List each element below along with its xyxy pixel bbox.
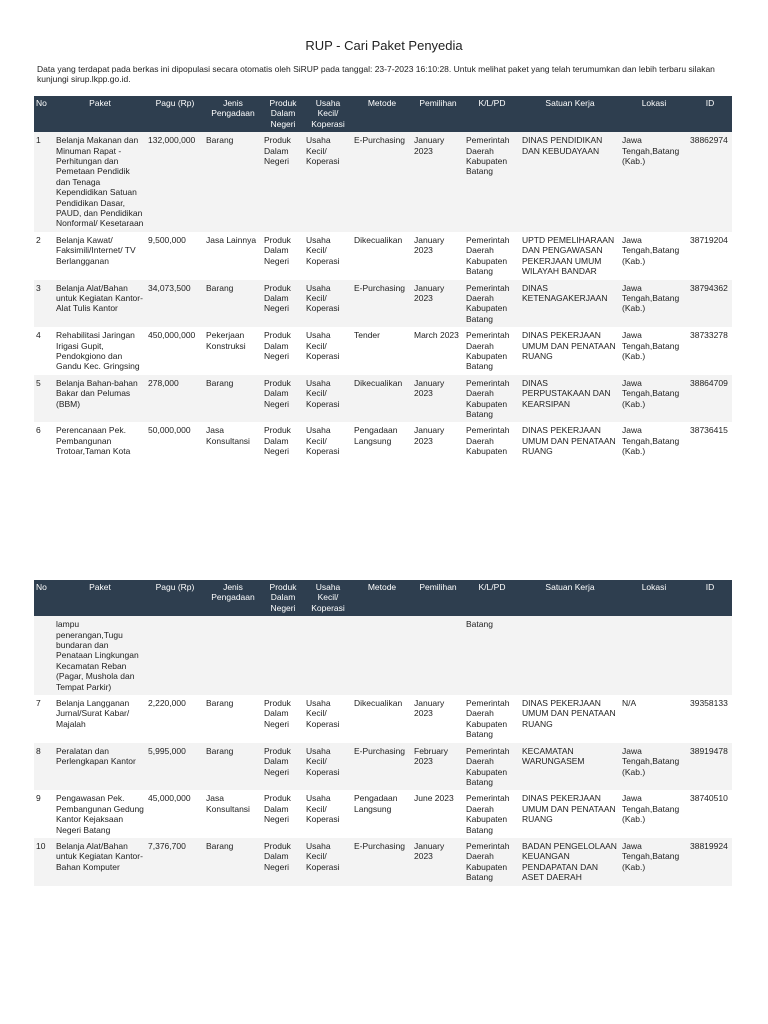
col-header-jenis: Jenis Pengadaan	[204, 580, 262, 616]
col-header-metode: Metode	[352, 580, 412, 616]
cell-paket: Belanja Langganan Jurnal/Surat Kabar/ Majalah	[54, 695, 146, 743]
cell-pagu: 7,376,700	[146, 838, 204, 886]
cell-pagu: 2,220,000	[146, 695, 204, 743]
cell-no: 6	[34, 422, 54, 459]
cell-jenis: Barang	[204, 132, 262, 232]
cell-produk: Produk Dalam Negeri	[262, 375, 304, 423]
paket-table-page-2	[34, 580, 732, 886]
cell-klpd: Pemerintah Daerah Kabupaten Batang	[464, 232, 520, 280]
cell-satker	[520, 616, 620, 695]
col-header-pemilihan: Pemilihan	[412, 96, 464, 132]
cell-lokasi: Jawa Tengah,Batang (Kab.)	[620, 743, 688, 791]
cell-id: 38862974	[688, 132, 732, 232]
cell-usaha: Usaha Kecil/ Koperasi	[304, 132, 352, 232]
cell-klpd: Pemerintah Daerah Kabupaten Batang	[464, 327, 520, 375]
cell-jenis: Jasa Konsultansi	[204, 422, 262, 459]
cell-paket: lampu penerangan,Tugu bundaran dan Penataan Lingkungan Kecamatan Reban (Pagar, Mushola dan Tempat Parkir)	[54, 616, 146, 695]
col-header-usaha: Usaha Kecil/ Koperasi	[304, 580, 352, 616]
cell-usaha: Usaha Kecil/ Koperasi	[304, 327, 352, 375]
cell-lokasi: Jawa Tengah,Batang (Kab.)	[620, 375, 688, 423]
cell-paket: Belanja Bahan-bahan Bakar dan Pelumas (BBM)	[54, 375, 146, 423]
cell-klpd: Batang	[464, 616, 520, 695]
cell-no: 3	[34, 280, 54, 328]
cell-id: 38719204	[688, 232, 732, 280]
paket-table-page-1	[34, 96, 732, 460]
cell-usaha: Usaha Kecil/ Koperasi	[304, 375, 352, 423]
col-header-usaha: Usaha Kecil/ Koperasi	[304, 96, 352, 132]
cell-produk: Produk Dalam Negeri	[262, 422, 304, 459]
cell-lokasi: Jawa Tengah,Batang (Kab.)	[620, 280, 688, 328]
cell-metode: Dikecualikan	[352, 375, 412, 423]
cell-paket: Pengawasan Pek. Pembangunan Gedung Kantor Kejaksaan Negeri Batang	[54, 790, 146, 838]
cell-pemilihan: January 2023	[412, 280, 464, 328]
cell-paket: Peralatan dan Perlengkapan Kantor	[54, 743, 146, 791]
cell-usaha: Usaha Kecil/ Koperasi	[304, 422, 352, 459]
cell-pemilihan: January 2023	[412, 838, 464, 886]
cell-produk: Produk Dalam Negeri	[262, 132, 304, 232]
col-header-no: No	[34, 96, 54, 132]
table-row	[34, 232, 732, 280]
col-header-klpd: K/L/PD	[464, 580, 520, 616]
table-row	[34, 327, 732, 375]
cell-pemilihan: January 2023	[412, 232, 464, 280]
cell-no: 9	[34, 790, 54, 838]
cell-metode: Pengadaan Langsung	[352, 790, 412, 838]
cell-metode: Dikecualikan	[352, 695, 412, 743]
cell-id: 38736415	[688, 422, 732, 459]
cell-id: 38819924	[688, 838, 732, 886]
cell-jenis: Jasa Konsultansi	[204, 790, 262, 838]
cell-satker: DINAS PEKERJAAN UMUM DAN PENATAAN RUANG	[520, 695, 620, 743]
cell-lokasi: Jawa Tengah,Batang (Kab.)	[620, 790, 688, 838]
cell-paket: Belanja Makanan dan Minuman Rapat - Perhitungan dan Pemetaan Pendidik dan Tenaga Kependidikan Satuan Pendidikan Dasar, PAUD, dan Pendidikan Nonformal/ Kesetaraan	[54, 132, 146, 232]
col-header-satker: Satuan Kerja	[520, 96, 620, 132]
cell-metode: Tender	[352, 327, 412, 375]
cell-produk: Produk Dalam Negeri	[262, 743, 304, 791]
table-row	[34, 280, 732, 328]
table-row	[34, 616, 732, 695]
cell-usaha: Usaha Kecil/ Koperasi	[304, 838, 352, 886]
cell-klpd: Pemerintah Daerah Kabupaten	[464, 422, 520, 459]
cell-metode: Pengadaan Langsung	[352, 422, 412, 459]
cell-pagu	[146, 616, 204, 695]
cell-satker: DINAS KETENAGAKERJAAN	[520, 280, 620, 328]
table-row	[34, 132, 732, 232]
cell-no: 4	[34, 327, 54, 375]
table-row	[34, 695, 732, 743]
cell-jenis: Pekerjaan Konstruksi	[204, 327, 262, 375]
cell-satker: DINAS PENDIDIKAN DAN KEBUDAYAAN	[520, 132, 620, 232]
cell-lokasi: Jawa Tengah,Batang (Kab.)	[620, 838, 688, 886]
cell-no: 10	[34, 838, 54, 886]
col-header-paket: Paket	[54, 580, 146, 616]
cell-pemilihan: February 2023	[412, 743, 464, 791]
col-header-produk: Produk Dalam Negeri	[262, 580, 304, 616]
col-header-produk: Produk Dalam Negeri	[262, 96, 304, 132]
cell-pemilihan: March 2023	[412, 327, 464, 375]
table-row	[34, 422, 732, 459]
cell-satker: BADAN PENGELOLAAN KEUANGAN PENDAPATAN DAN ASET DAERAH	[520, 838, 620, 886]
cell-satker: DINAS PEKERJAAN UMUM DAN PENATAAN RUANG	[520, 790, 620, 838]
table-row	[34, 743, 732, 791]
cell-id: 38740510	[688, 790, 732, 838]
cell-produk	[262, 616, 304, 695]
cell-produk: Produk Dalam Negeri	[262, 790, 304, 838]
cell-pemilihan: January 2023	[412, 422, 464, 459]
cell-usaha: Usaha Kecil/ Koperasi	[304, 280, 352, 328]
table-row	[34, 790, 732, 838]
table-header-row	[34, 96, 732, 132]
intro-text: Data yang terdapat pada berkas ini dipopulasi secara otomatis oleh SiRUP pada tanggal: 23-7-2023 16:10:28. Untuk melihat paket yang telah terumumkan dan lebih terbaru silakan kunjungi sirup.lkpp.go.id.	[37, 64, 715, 84]
col-header-satker: Satuan Kerja	[520, 580, 620, 616]
cell-pemilihan: June 2023	[412, 790, 464, 838]
cell-id: 38794362	[688, 280, 732, 328]
col-header-paket: Paket	[54, 96, 146, 132]
table-row	[34, 375, 732, 423]
cell-jenis: Barang	[204, 838, 262, 886]
cell-pemilihan: January 2023	[412, 695, 464, 743]
cell-pemilihan	[412, 616, 464, 695]
cell-lokasi: Jawa Tengah,Batang (Kab.)	[620, 422, 688, 459]
cell-no	[34, 616, 54, 695]
col-header-id: ID	[688, 96, 732, 132]
col-header-pagu: Pagu (Rp)	[146, 580, 204, 616]
cell-id: 39358133	[688, 695, 732, 743]
cell-no: 8	[34, 743, 54, 791]
cell-lokasi: Jawa Tengah,Batang (Kab.)	[620, 232, 688, 280]
cell-pagu: 50,000,000	[146, 422, 204, 459]
cell-produk: Produk Dalam Negeri	[262, 838, 304, 886]
cell-no: 5	[34, 375, 54, 423]
cell-no: 1	[34, 132, 54, 232]
col-header-pemilihan: Pemilihan	[412, 580, 464, 616]
col-header-jenis: Jenis Pengadaan	[204, 96, 262, 132]
col-header-no: No	[34, 580, 54, 616]
cell-jenis: Barang	[204, 743, 262, 791]
cell-id	[688, 616, 732, 695]
col-header-lokasi: Lokasi	[620, 96, 688, 132]
cell-id: 38919478	[688, 743, 732, 791]
cell-paket: Belanja Alat/Bahan untuk Kegiatan Kantor-Alat Tulis Kantor	[54, 280, 146, 328]
page-title: RUP - Cari Paket Penyedia	[305, 38, 463, 53]
cell-usaha: Usaha Kecil/ Koperasi	[304, 743, 352, 791]
cell-produk: Produk Dalam Negeri	[262, 232, 304, 280]
table-row	[34, 838, 732, 886]
cell-id: 38864709	[688, 375, 732, 423]
cell-lokasi: Jawa Tengah,Batang (Kab.)	[620, 132, 688, 232]
cell-pemilihan: January 2023	[412, 375, 464, 423]
col-header-id: ID	[688, 580, 732, 616]
cell-pagu: 278,000	[146, 375, 204, 423]
cell-jenis: Barang	[204, 280, 262, 328]
cell-metode: Dikecualikan	[352, 232, 412, 280]
cell-paket: Rehabilitasi Jaringan Irigasi Gupit, Pendokgiono dan Gandu Kec. Gringsing	[54, 327, 146, 375]
table-header-row	[34, 580, 732, 616]
col-header-klpd: K/L/PD	[464, 96, 520, 132]
cell-jenis: Barang	[204, 695, 262, 743]
cell-pagu: 45,000,000	[146, 790, 204, 838]
cell-lokasi: Jawa Tengah,Batang (Kab.)	[620, 327, 688, 375]
cell-pagu: 9,500,000	[146, 232, 204, 280]
cell-klpd: Pemerintah Daerah Kabupaten Batang	[464, 132, 520, 232]
cell-satker: KECAMATAN WARUNGASEM	[520, 743, 620, 791]
cell-usaha: Usaha Kecil/ Koperasi	[304, 695, 352, 743]
cell-klpd: Pemerintah Daerah Kabupaten Batang	[464, 695, 520, 743]
cell-jenis: Barang	[204, 375, 262, 423]
cell-metode: E-Purchasing	[352, 838, 412, 886]
cell-paket: Belanja Alat/Bahan untuk Kegiatan Kantor-Bahan Komputer	[54, 838, 146, 886]
cell-jenis: Jasa Lainnya	[204, 232, 262, 280]
cell-paket: Belanja Kawat/ Faksimili/Internet/ TV Berlangganan	[54, 232, 146, 280]
cell-lokasi: N/A	[620, 695, 688, 743]
cell-produk: Produk Dalam Negeri	[262, 327, 304, 375]
col-header-metode: Metode	[352, 96, 412, 132]
cell-klpd: Pemerintah Daerah Kabupaten Batang	[464, 838, 520, 886]
cell-pagu: 5,995,000	[146, 743, 204, 791]
cell-satker: DINAS PEKERJAAN UMUM DAN PENATAAN RUANG	[520, 327, 620, 375]
cell-metode: E-Purchasing	[352, 132, 412, 232]
cell-produk: Produk Dalam Negeri	[262, 280, 304, 328]
cell-pemilihan: January 2023	[412, 132, 464, 232]
cell-pagu: 34,073,500	[146, 280, 204, 328]
cell-usaha: Usaha Kecil/ Koperasi	[304, 790, 352, 838]
cell-no: 2	[34, 232, 54, 280]
cell-metode	[352, 616, 412, 695]
col-header-lokasi: Lokasi	[620, 580, 688, 616]
cell-metode: E-Purchasing	[352, 280, 412, 328]
cell-metode: E-Purchasing	[352, 743, 412, 791]
cell-satker: DINAS PERPUSTAKAAN DAN KEARSIPAN	[520, 375, 620, 423]
cell-id: 38733278	[688, 327, 732, 375]
cell-paket: Perencanaan Pek. Pembangunan Trotoar,Taman Kota	[54, 422, 146, 459]
cell-produk: Produk Dalam Negeri	[262, 695, 304, 743]
cell-satker: DINAS PEKERJAAN UMUM DAN PENATAAN RUANG	[520, 422, 620, 459]
cell-usaha: Usaha Kecil/ Koperasi	[304, 232, 352, 280]
col-header-pagu: Pagu (Rp)	[146, 96, 204, 132]
cell-pagu: 132,000,000	[146, 132, 204, 232]
cell-klpd: Pemerintah Daerah Kabupaten Batang	[464, 375, 520, 423]
cell-no: 7	[34, 695, 54, 743]
cell-klpd: Pemerintah Daerah Kabupaten Batang	[464, 743, 520, 791]
cell-pagu: 450,000,000	[146, 327, 204, 375]
cell-jenis	[204, 616, 262, 695]
cell-klpd: Pemerintah Daerah Kabupaten Batang	[464, 280, 520, 328]
cell-lokasi	[620, 616, 688, 695]
cell-usaha	[304, 616, 352, 695]
cell-klpd: Pemerintah Daerah Kabupaten Batang	[464, 790, 520, 838]
cell-satker: UPTD PEMELIHARAAN DAN PENGAWASAN PEKERJAAN UMUM WILAYAH BANDAR	[520, 232, 620, 280]
